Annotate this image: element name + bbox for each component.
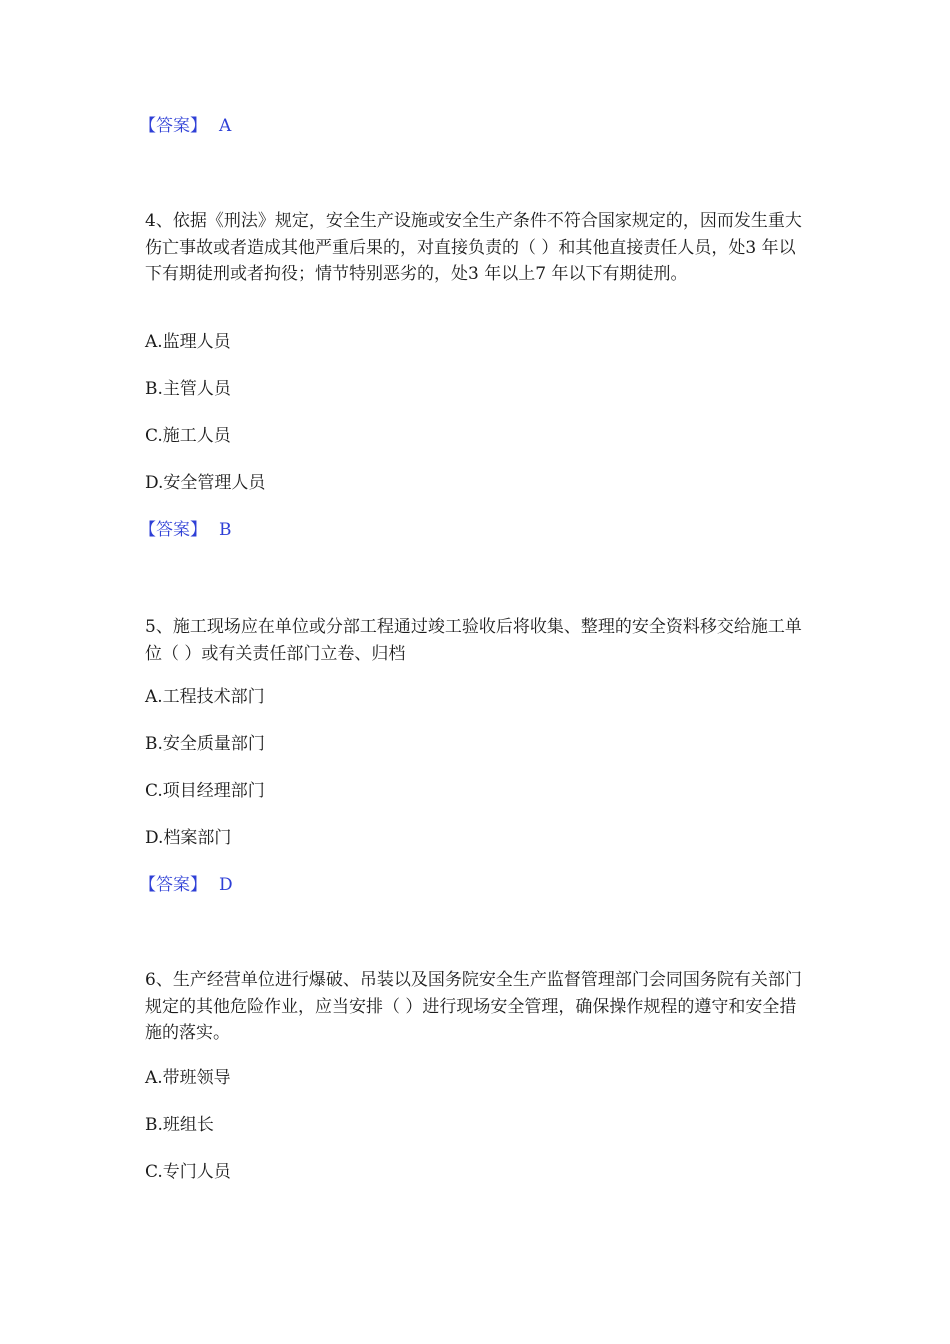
question-5-stem: 5、施工现场应在单位或分部工程通过竣工验收后将收集、整理的安全资料移交给施工单位（ ）或有关责任部门立卷、归档 xyxy=(145,617,802,664)
answer-value: D xyxy=(219,875,233,895)
question-6-stem: 6、生产经营单位进行爆破、吊装以及国务院安全生产监督管理部门会同国务院有关部门规定的其他危险作业，应当安排（ ）进行现场安全管理，确保操作规程的遵守和安全措施的落实。 xyxy=(145,970,802,1043)
question-6-option-c: C.专门人员 xyxy=(145,1162,231,1182)
answer-label: 【答案】 xyxy=(139,520,207,540)
question-5-option-b: B.安全质量部门 xyxy=(145,734,265,754)
question-4-stem: 4、依据《刑法》规定，安全生产设施或安全生产条件不符合国家规定的，因而发生重大伤亡事故或者造成其他严重后果的，对直接负责的（ ）和其他直接责任人员，处3 年以下有期徒刑或者拘役；情节特别恶劣的，处3 年以上7 年以下有期徒刑。 xyxy=(145,211,802,284)
answer-line-q5 xyxy=(139,873,233,897)
question-4-option-d: D.安全管理人员 xyxy=(145,473,266,493)
question-5-option-a: A.工程技术部门 xyxy=(145,687,265,707)
question-5-option-d: D.档案部门 xyxy=(145,828,232,848)
answer-line-q4 xyxy=(139,518,232,542)
answer-label: 【答案】 xyxy=(139,116,207,136)
question-4-option-c: C.施工人员 xyxy=(145,426,231,446)
answer-line-q3 xyxy=(139,114,232,138)
answer-value: A xyxy=(219,116,232,136)
question-4-option-a: A.监理人员 xyxy=(145,332,231,352)
question-6-option-a: A.带班领导 xyxy=(145,1068,231,1088)
question-6-option-b: B.班组长 xyxy=(145,1115,214,1135)
question-4-option-b: B.主管人员 xyxy=(145,379,231,399)
answer-label: 【答案】 xyxy=(139,875,207,895)
question-5-option-c: C.项目经理部门 xyxy=(145,781,265,801)
answer-value: B xyxy=(219,520,232,540)
